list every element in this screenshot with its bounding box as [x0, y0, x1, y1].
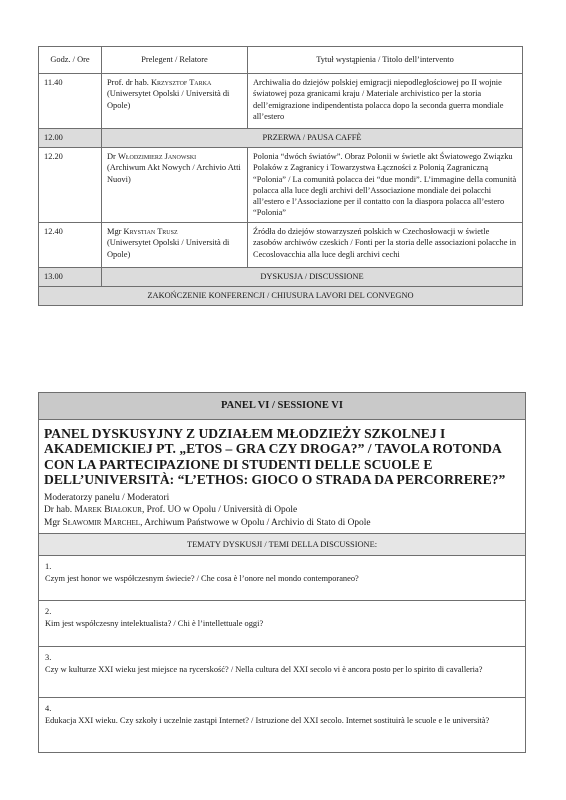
speaker-name: Krystian Trusz: [123, 227, 178, 236]
topic-item: [39, 698, 525, 752]
break-row: [39, 129, 523, 148]
talk-title: Polonia “dwóch światów”. Obraz Polonii w świetle akt Światowego Związku Polaków z Zagranicy i Towarzystwa Łączności z Polonią Zagraniczną “Polonia” / La comunità polacca dei “due mondi”. L’immagine della comunità polacca alla luce degli archivi dell’Associazione mondiale dei polacchi all’estero e l’Associazione per il contatto con la diaspora polacca all’estero “Polonia”: [248, 148, 523, 223]
talk-title: Źródła do dziejów stowarzyszeń polskich w Czechosłowacji w świetle zasobów archiwów czeskich / Fonti per la storia delle associazioni polacche in Cecoslovacchia alla luce degli archivi cechi: [248, 223, 523, 268]
speaker-prefix: Dr: [107, 152, 116, 161]
speaker-cell: [102, 148, 248, 223]
moderators-label: Moderatorzy panelu / Moderatori: [44, 492, 170, 503]
topic-text: Czym jest honor we współczesnym świecie? / Che cosa è l’onore nel mondo contemporaneo?: [45, 573, 359, 583]
topic-item: [39, 647, 525, 698]
time-cell: 12.00: [39, 129, 102, 148]
topic-text: Edukacja XXI wieku. Czy szkoły i uczelnie zastąpi Internet? / Istruzione del XXI secolo. Internet sostituirà le scuole e le università?: [45, 715, 490, 725]
topic-number: 3.: [45, 653, 52, 663]
col-header-time: Godz. / Ore: [39, 47, 102, 74]
topic-number: 2.: [45, 607, 52, 617]
speaker-prefix: Prof. dr hab.: [107, 78, 149, 87]
speaker-prefix: Mgr: [107, 227, 122, 236]
panel-section: [38, 392, 526, 753]
time-cell: 11.40: [39, 74, 102, 129]
topic-item: [39, 601, 525, 647]
time-cell: 13.00: [39, 268, 102, 287]
break-label: PRZERWA / PAUSA CAFFÈ: [102, 129, 523, 148]
closing-row: [39, 287, 523, 306]
closing-label: ZAKOŃCZENIE KONFERENCJI / CHIUSURA LAVORI DEL CONVEGNO: [39, 287, 523, 306]
moderator-name: Marek Białokur: [74, 505, 142, 516]
topic-text: Czy w kulturze XXI wieku jest miejsce na rycerskość? / Nella cultura del XXI secolo vi è ancora posto per lo spirito di cavalleria?: [45, 664, 483, 674]
break-row: [39, 268, 523, 287]
table-row: [39, 148, 523, 223]
moderator-affiliation: , Archiwum Państwowe w Opolu / Archivio di Stato di Opole: [140, 517, 371, 528]
moderator-prefix: Mgr: [44, 517, 61, 528]
col-header-speaker: Prelegent / Relatore: [102, 47, 248, 74]
topic-item: [39, 556, 525, 601]
schedule-table: [38, 46, 523, 306]
moderator-name: Sławomir Marchel: [62, 517, 141, 528]
time-cell: 12.40: [39, 223, 102, 268]
moderator-line: [44, 504, 520, 517]
col-header-title: Tytuł wystąpienia / Titolo dell’intervento: [248, 47, 523, 74]
moderator-line: [44, 517, 520, 530]
moderator-affiliation: , Prof. UO w Opolu / Università di Opole: [141, 505, 298, 516]
speaker-name: Włodzimierz Janowski: [117, 152, 197, 161]
topic-number: 1.: [45, 562, 52, 572]
moderator-prefix: Dr hab.: [44, 505, 73, 516]
table-row: [39, 223, 523, 268]
talk-title: Archiwalia do dziejów polskiej emigracji niepodległościowej po II wojnie światowej poza granicami kraju / Materiale archivistico per la storia dell’emigrazione indipendentista polacca dopo la seconda guerra mondiale all’estero: [248, 74, 523, 129]
speaker-name: Krzysztof Tarka: [150, 78, 212, 87]
speaker-affiliation: (Uniwersytet Opolski / Università di Opole): [107, 89, 230, 110]
speaker-affiliation: (Archiwum Akt Nowych / Archivio Atti Nuovi): [107, 163, 241, 184]
panel-title: PANEL DYSKUSYJNY Z UDZIAŁEM MŁODZIEŻY SZKOLNEJ I AKADEMICKIEJ PT. „ETOS – GRA CZY DROGA?” / TAVOLA ROTONDA CON LA PARTECIPAZIONE DI STUDENTI DELLE SCUOLE E DELL’UNIVERSITÀ: “L’ETHOS: GIOCO O STRADA DA PERCORRERE?”: [44, 426, 506, 488]
panel-header: PANEL VI / SESSIONE VI: [39, 393, 525, 420]
break-label: DYSKUSJA / DISCUSSIONE: [102, 268, 523, 287]
table-row: [39, 74, 523, 129]
topics-header: TEMATY DYSKUSJI / TEMI DELLA DISCUSSIONE:: [39, 533, 525, 556]
speaker-affiliation: (Uniwersytet Opolski / Università di Opole): [107, 238, 230, 259]
time-cell: 12.20: [39, 148, 102, 223]
schedule-header-row: [39, 47, 523, 74]
topic-number: 4.: [45, 704, 52, 714]
speaker-cell: [102, 74, 248, 129]
speaker-cell: [102, 223, 248, 268]
topic-text: Kim jest współczesny intelektualista? / Chi è l’intellettuale oggi?: [45, 618, 264, 628]
panel-body: [39, 420, 525, 533]
